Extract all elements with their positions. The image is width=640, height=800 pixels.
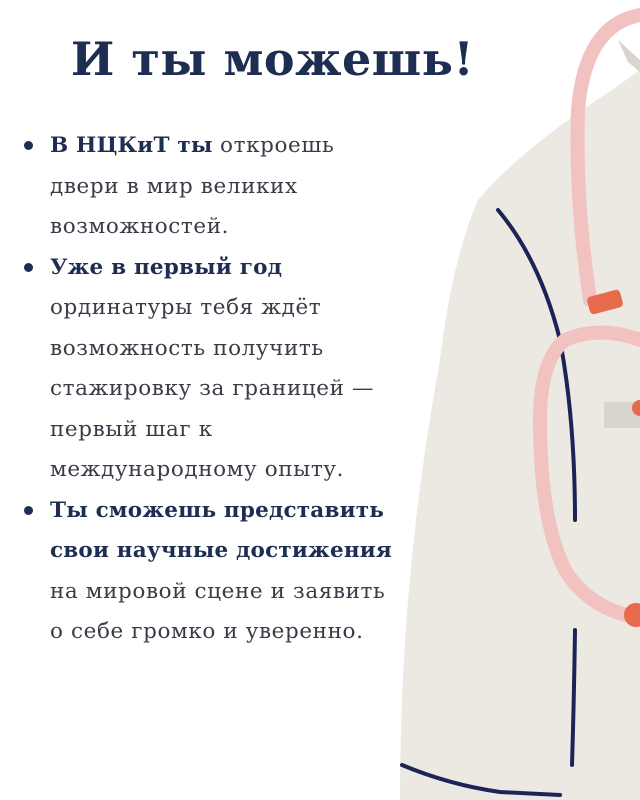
list-item xyxy=(22,126,402,248)
list-item xyxy=(22,491,402,653)
bullet-dot-icon xyxy=(24,263,33,272)
bullet-text: откроешь двери в мир великих возможностей. xyxy=(50,133,335,239)
coat-shape xyxy=(400,70,640,800)
bullet-text: ординатуры тебя ждёт возможность получить стажировку за границей — первый шаг к международному опыту. xyxy=(50,295,375,482)
bullet-dot-icon xyxy=(24,506,33,515)
bullet-bold-text: Уже в первый год xyxy=(50,254,283,280)
bullet-bold-text: Ты сможешь представить свои научные достижения xyxy=(50,497,393,563)
bullet-bold-text: В НЦКиТ ты xyxy=(50,133,213,158)
bullet-text: на мировой сцене и заявить о себе громко и уверенно. xyxy=(50,578,386,644)
page-title: И ты можешь! xyxy=(70,32,475,86)
list-item xyxy=(22,248,402,491)
coat-collar xyxy=(618,40,640,72)
bullet-dot-icon xyxy=(24,141,33,150)
benefits-list xyxy=(22,126,402,653)
